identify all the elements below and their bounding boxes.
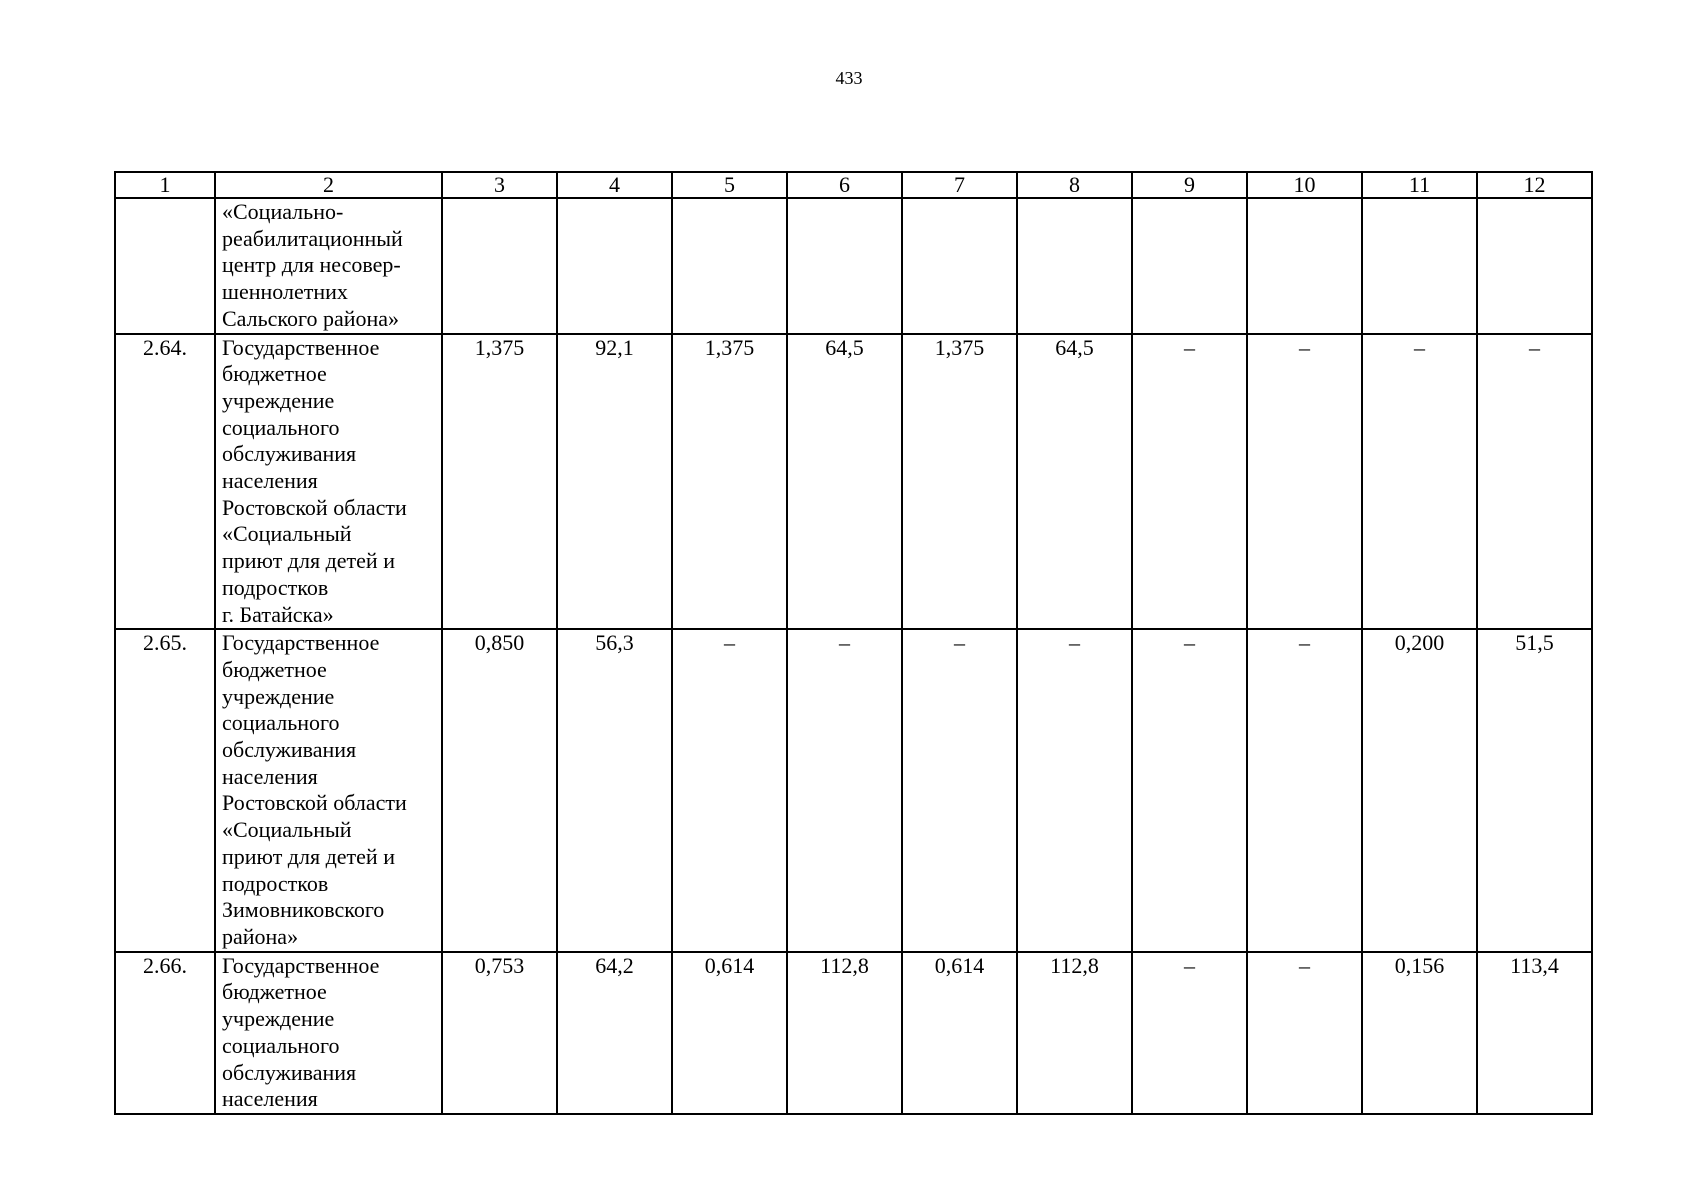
institution-name: Государственное бюджетное учреждение социального обслуживания населения Ростовской области «Социальный приют для детей и подростков Зимовниковского района»	[215, 629, 442, 951]
column-header: 4	[557, 172, 672, 198]
value-cell: –	[902, 629, 1017, 951]
value-cell: –	[1132, 952, 1247, 1114]
data-table	[114, 171, 1593, 1115]
row-number	[115, 198, 215, 334]
value-cell: 1,375	[442, 334, 557, 630]
table-row	[115, 629, 1592, 951]
value-cell: –	[672, 629, 787, 951]
row-number: 2.66.	[115, 952, 215, 1114]
value-cell: 1,375	[672, 334, 787, 630]
value-cell: 0,200	[1362, 629, 1477, 951]
value-cell: –	[1017, 629, 1132, 951]
column-header: 5	[672, 172, 787, 198]
value-cell: 92,1	[557, 334, 672, 630]
value-cell	[787, 198, 902, 334]
value-cell: 56,3	[557, 629, 672, 951]
value-cell	[442, 198, 557, 334]
header-row	[115, 172, 1592, 198]
value-cell: –	[1132, 334, 1247, 630]
table-row	[115, 334, 1592, 630]
value-cell: 64,2	[557, 952, 672, 1114]
value-cell: 0,614	[672, 952, 787, 1114]
column-header: 7	[902, 172, 1017, 198]
value-cell	[557, 198, 672, 334]
column-header: 12	[1477, 172, 1592, 198]
value-cell: 64,5	[1017, 334, 1132, 630]
value-cell: –	[1247, 952, 1362, 1114]
value-cell: 0,614	[902, 952, 1017, 1114]
column-header: 10	[1247, 172, 1362, 198]
value-cell	[1477, 198, 1592, 334]
column-header: 1	[115, 172, 215, 198]
value-cell: –	[1247, 334, 1362, 630]
table-row	[115, 952, 1592, 1114]
value-cell	[672, 198, 787, 334]
value-cell: 0,850	[442, 629, 557, 951]
column-header: 3	[442, 172, 557, 198]
value-cell: 64,5	[787, 334, 902, 630]
column-header: 8	[1017, 172, 1132, 198]
value-cell: 0,753	[442, 952, 557, 1114]
column-header: 11	[1362, 172, 1477, 198]
value-cell: 112,8	[787, 952, 902, 1114]
value-cell	[1132, 198, 1247, 334]
value-cell	[1247, 198, 1362, 334]
institution-name: «Социально- реабилитационный центр для несовер- шеннолетних Сальского района»	[215, 198, 442, 334]
value-cell: –	[1477, 334, 1592, 630]
value-cell: 1,375	[902, 334, 1017, 630]
value-cell: –	[1132, 629, 1247, 951]
value-cell: 112,8	[1017, 952, 1132, 1114]
value-cell	[1362, 198, 1477, 334]
institution-name: Государственное бюджетное учреждение социального обслуживания населения	[215, 952, 442, 1114]
row-number: 2.64.	[115, 334, 215, 630]
value-cell	[902, 198, 1017, 334]
value-cell: 0,156	[1362, 952, 1477, 1114]
column-header: 2	[215, 172, 442, 198]
page-number: 433	[835, 68, 863, 88]
table-row	[115, 198, 1592, 334]
value-cell: –	[1362, 334, 1477, 630]
institution-name: Государственное бюджетное учреждение социального обслуживания населения Ростовской области «Социальный приют для детей и подростков г. Батайска»	[215, 334, 442, 630]
column-header: 6	[787, 172, 902, 198]
value-cell: –	[787, 629, 902, 951]
value-cell	[1017, 198, 1132, 334]
value-cell: 51,5	[1477, 629, 1592, 951]
value-cell: –	[1247, 629, 1362, 951]
column-header: 9	[1132, 172, 1247, 198]
row-number: 2.65.	[115, 629, 215, 951]
value-cell: 113,4	[1477, 952, 1592, 1114]
